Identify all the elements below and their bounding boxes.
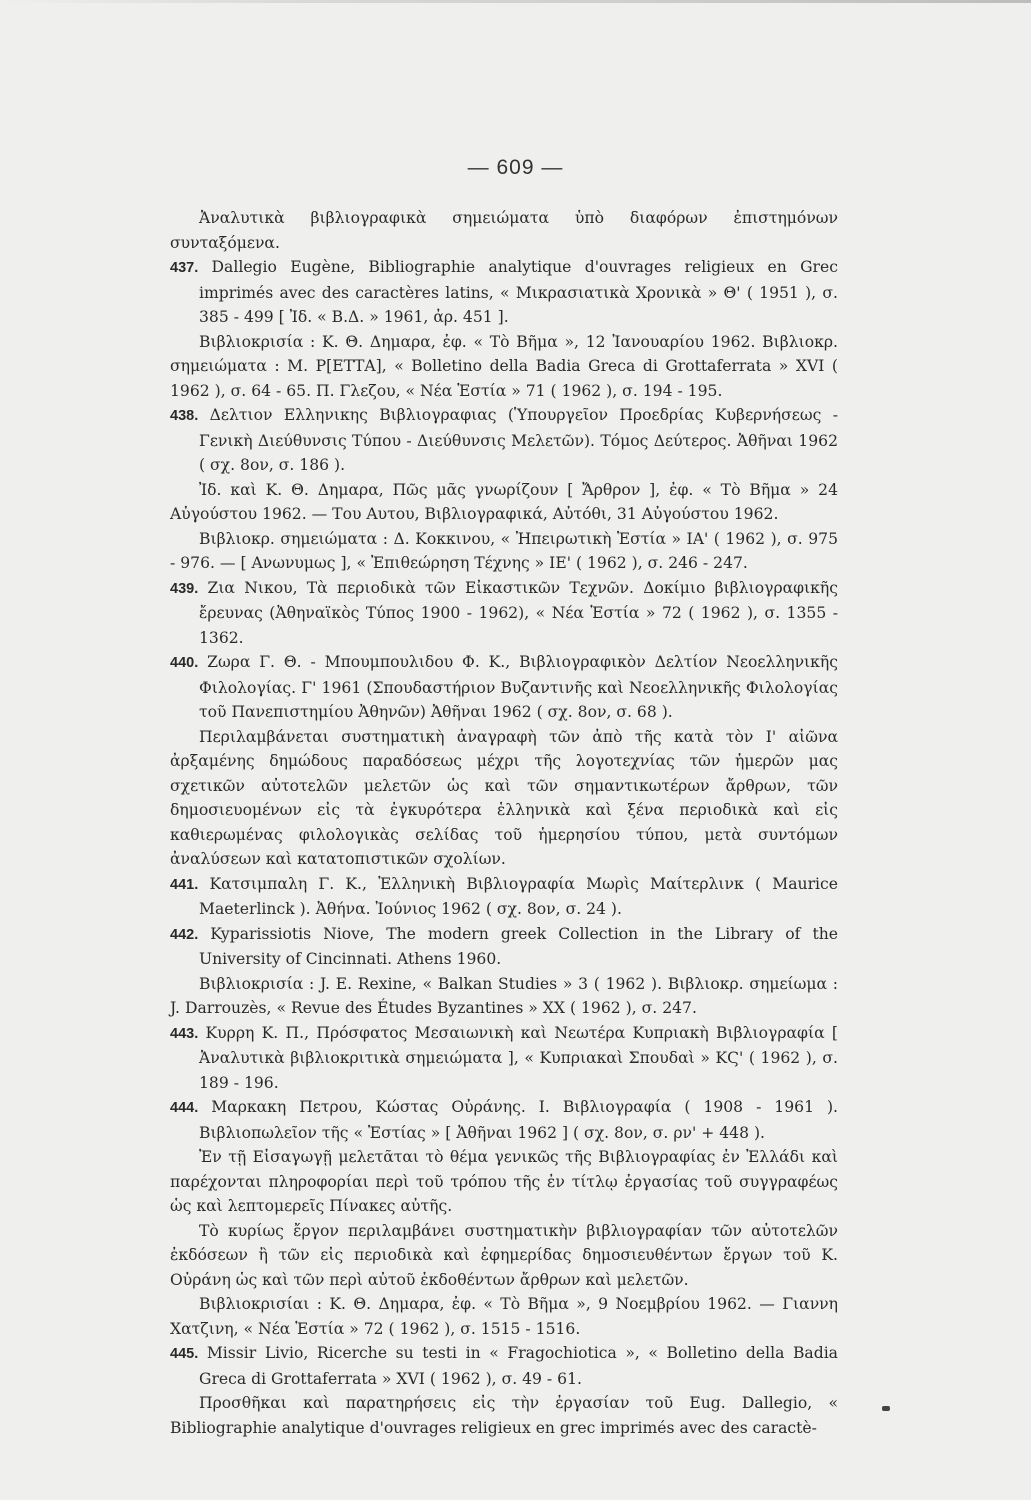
print-speck: [882, 1406, 890, 1411]
entry-text: Δελτιον Ελληνικης Βιβλιογραφιας (Ὑπουργεῖον Προεδρίας Κυβερνήσεως - Γενικὴ Διεύθυνσις Τύπου - Διεύθυνσις Μελετῶν). Τόμος Δεύτερος. Ἀθῆναι 1962 ( σχ. 8ον, σ. 186 ).: [199, 406, 838, 474]
intro-heading: Ἀναλυτικὰ βιβλιογραφικὰ σημειώματα ὑπὸ διαφόρων ἐπιστημόνων συνταξόμενα.: [170, 209, 838, 252]
entry-444-reviews: Βιβλιοκρισίαι : Κ. Θ. Δημαρα, ἐφ. « Τὸ Βῆμα », 9 Νοεμβρίου 1962. — Γιαννη Χατζινη, « Νέα Ἑστία » 72 ( 1962 ), σ. 1515 - 1516.: [170, 1295, 838, 1338]
entry-442-reviews: Βιβλιοκρισία : J. E. Rexine, « Balkan Studies » 3 ( 1962 ). Βιβλιοκρ. σημείωμα : J. Darrouzès, « Revue des Études Byzantines » XX ( 1962 ), σ. 247.: [170, 974, 838, 1017]
entry-number: 439.: [170, 580, 199, 597]
entry-text: Ζωρα Γ. Θ. - Μπουμπουλιδου Φ. Κ., Βιβλιογραφικὸν Δελτίον Νεοελληνικῆς Φιλολογίας. Γ' 1961 (Σπουδαστήριον Βυζαντινῆς καὶ Νεοελληνικῆς Φιλολογίας τοῦ Πανεπιστημίου Ἀθηνῶν) Ἀθῆναι 1962 ( σχ. 8ον, σ. 68 ).: [199, 653, 838, 721]
entry-439: [170, 576, 838, 651]
entry-number: 440.: [170, 655, 199, 671]
entry-438-note: Ἰδ. καὶ Κ. Θ. Δημαρα, Πῶς μᾶς γνωρίζουν [ Ἄρθρον ], ἐφ. « Τὸ Βῆμα » 24 Αὐγούστου 1962. — Του Αυτου, Βιβλιογραφικά, Αὐτόθι, 31 Αὐγούστου 1962.: [170, 480, 838, 523]
top-edge-shadow: [0, 0, 1031, 3]
entry-text: Kyparissiotis Niove, The modern greek Collection in the Library of the University of Cincinnati. Athens 1960.: [199, 924, 838, 968]
entry-number: 438.: [170, 408, 199, 424]
entry-440: [170, 650, 838, 725]
entry-440-description: Περιλαμβάνεται συστηματικὴ ἀναγραφὴ τῶν ἀπὸ τῆς κατὰ τὸν Ι' αἰῶνα ἀρξαμένης δημώδους παραδόσεως μέχρι τῆς λογοτεχνίας τῶν ἡμερῶν μας σχετικῶν αὐτοτελῶν μελετῶν ὡς καὶ τῶν σημαντικωτέρων ἄρθρων, τῶν δημοσιευομένων εἰς τὰ ἐγκυρότερα ἑλληνικὰ καὶ ξένα περιοδικὰ καὶ εἰς καθιερωμένας φιλολογικὰς σελίδας τοῦ ἡμερησίου τύπου, μετὰ συντόμων ἀναλύσεων καὶ κατατοπιστικῶν σχολίων.: [170, 727, 838, 868]
entry-444-main-note: Τὸ κυρίως ἔργον περιλαμβάνει συστηματικὴν βιβλιογραφίαν τῶν αὐτοτελῶν ἐκδόσεων ἢ τῶν εἰς περιοδικὰ καὶ ἐφημερίδας δημοσιευθέντων ἔργων τοῦ Κ. Οὐράνη ὡς καὶ τῶν περὶ αὐτοῦ ἐκδοθέντων ἄρθρων καὶ μελετῶν.: [170, 1221, 838, 1289]
entry-443: [170, 1021, 838, 1096]
entry-442: [170, 922, 838, 972]
entry-438-reviews: Βιβλιοκρ. σημειώματα : Δ. Κοκκινου, « Ἠπειρωτικὴ Ἑστία » ΙΑ' ( 1962 ), σ. 975 - 976. — [ Ανωνυμως ], « Ἐπιθεώρηση Τέχνης » ΙΕ' ( 1962 ), σ. 246 - 247.: [170, 529, 838, 572]
entry-text: Ζια Νικου, Τὰ περιοδικὰ τῶν Εἰκαστικῶν Τεχνῶν. Δοκίμιο βιβλιογραφικῆς ἔρευνας (Ἀθηναϊκὸς Τύπος 1900 - 1962), « Νέα Ἑστία » 72 ( 1962 ), σ. 1355 - 1362.: [199, 578, 838, 647]
entry-441: [170, 872, 838, 922]
entry-437: [170, 255, 838, 330]
entry-444-intro-note: Ἐν τῇ Εἰσαγωγῇ μελετᾶται τὸ θέμα γενικῶς τῆς Βιβλιογραφίας ἐν Ἑλλάδι καὶ παρέχονται πληροφορίαι περὶ τοῦ τρόπου τῆς ἐν τίτλῳ ἐργασίας τοῦ συγγραφέως ὡς καὶ λεπτομερεῖς Πίνακες αὐτῆς.: [170, 1148, 838, 1215]
entry-number: 445.: [170, 1346, 199, 1362]
entry-438: [170, 403, 838, 478]
entry-text: Dallegio Eugène, Bibliographie analytique d'ouvrages religieux en Grec imprimés avec des caractères latins, « Μικρασιατικὰ Χρονικὰ » Θ' ( 1951 ), σ. 385 - 499 [ Ἰδ. « Β.Δ. » 1961, ἀρ. 451 ].: [199, 258, 838, 326]
entry-number: 442.: [170, 926, 199, 943]
page-number: — 609 —: [467, 156, 564, 179]
entry-text: Missir Livio, Ricerche su testi in « Fragochiotica », « Bolletino della Badia Greca di Grottaferrata » XVI ( 1962 ), σ. 49 - 61.: [199, 1344, 838, 1388]
entry-text: Κατσιμπαλη Γ. Κ., Ἑλληνικὴ Βιβλιογραφία Μωρὶς Μαίτερλινκ ( Maurice Maeterlinck ). Ἀθήνα. Ἰούνιος 1962 ( σχ. 8ον, σ. 24 ).: [199, 874, 838, 918]
entry-number: 444.: [170, 1100, 199, 1116]
entry-437-reviews: Βιβλιοκρισία : Κ. Θ. Δημαρα, ἐφ. « Τὸ Βῆμα », 12 Ἰανουαρίου 1962. Βιβλιοκρ. σημειώματα : Μ. Ρ[ΕΤΤΑ], « Bolletino della Badia Greca di Grottaferrata » XVI ( 1962 ), σ. 64 - 65. Π. Γλεζου, « Νέα Ἑστία » 71 ( 1962 ), σ. 194 - 195.: [170, 332, 838, 400]
entry-text: Κυρρη Κ. Π., Πρόσφατος Μεσαιωνικὴ καὶ Νεωτέρα Κυπριακὴ Βιβλιογραφία [ Ἀναλυτικὰ βιβλιοκριτικὰ σημειώματα ], « Κυπριακαὶ Σπουδαὶ » ΚϚ' ( 1962 ), σ. 189 - 196.: [199, 1023, 838, 1092]
entry-number: 441.: [170, 876, 199, 893]
entry-445: [170, 1341, 838, 1391]
page-body: [170, 206, 838, 1440]
entry-text: Μαρκακη Πετρου, Κώστας Οὐράνης. Ι. Βιβλιογραφία ( 1908 - 1961 ). Βιβλιοπωλεῖον τῆς « Ἑστίας » [ Ἀθῆναι 1962 ] ( σχ. 8ον, σ. ρν' + 448 ).: [199, 1098, 838, 1142]
entry-445-note: Προσθῆκαι καὶ παρατηρήσεις εἰς τὴν ἐργασίαν τοῦ Eug. Dallegio, « Bibliographie analytique d'ouvrages religieux en grec imprimés avec des caractè-: [170, 1394, 838, 1437]
entry-number: 437.: [170, 260, 199, 276]
entry-444: [170, 1095, 838, 1145]
entry-number: 443.: [170, 1025, 199, 1042]
